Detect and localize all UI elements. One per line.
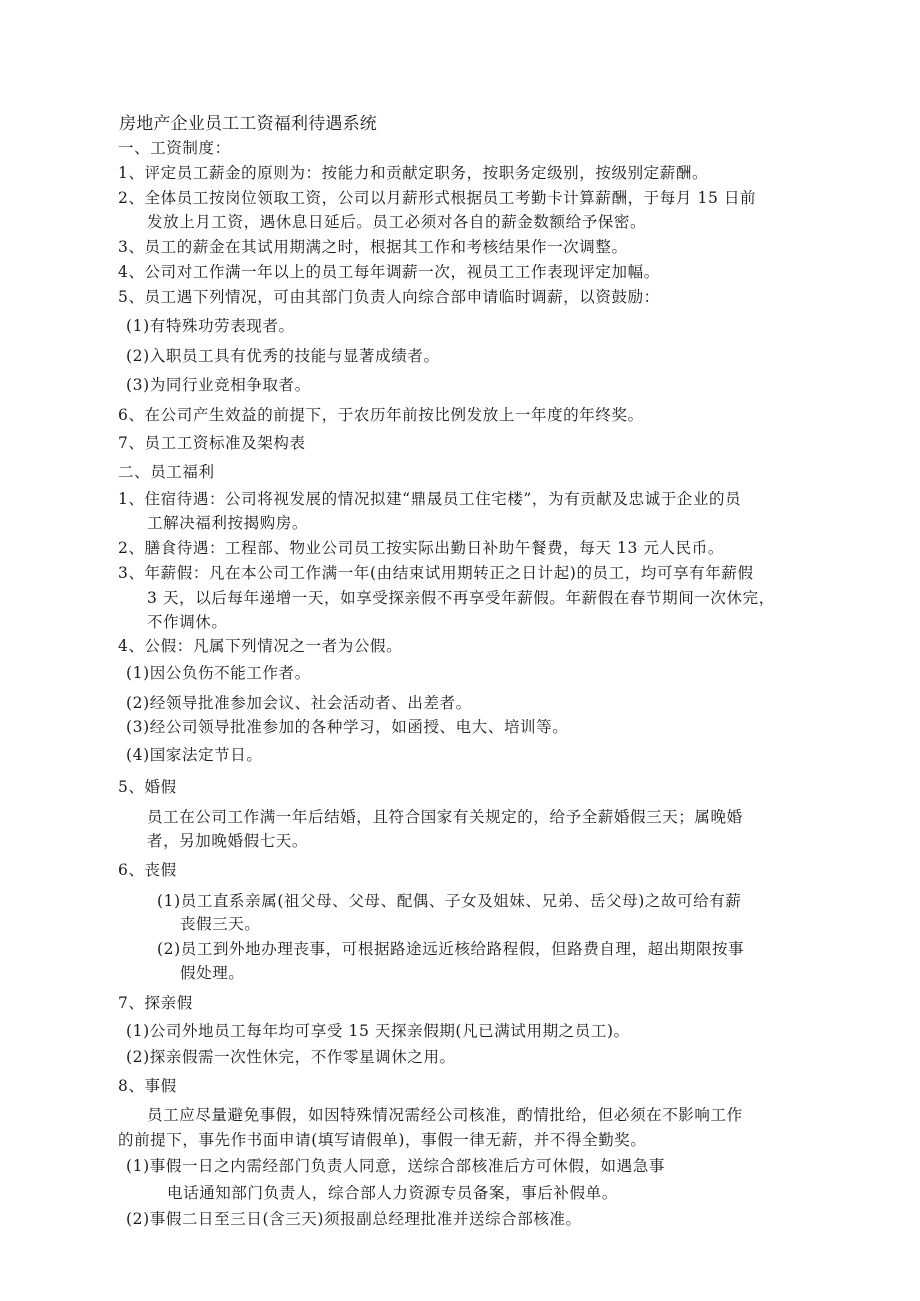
paragraph-line: 的前提下，事先作书面申请(填写请假单)，事假一律无薪，并不得全勤奖。 — [118, 1131, 647, 1149]
list-item: (3)经公司领导批准参加的各种学习，如函授、电大、培训等。 — [126, 718, 569, 736]
section-heading-benefits: 二、员工福利 — [118, 463, 215, 481]
list-item: (1)因公负伤不能工作者。 — [126, 664, 311, 682]
subsection-heading: 5、婚假 — [118, 778, 177, 796]
paragraph-line: 3 天，以后每年递增一天，如享受探亲假不再享受年薪假。年薪假在春节期间一次休完， — [147, 589, 775, 607]
list-item: (2)探亲假需一次性休完，不作零星调休之用。 — [126, 1048, 456, 1066]
list-item: (2)员工到外地办理丧事，可根据路途远近核给路程假，但路费自理，超出期限按事 — [157, 940, 745, 958]
list-item-continuation: 丧假三天。 — [180, 915, 261, 933]
paragraph-line: 者，另加晚婚假七天。 — [147, 832, 309, 850]
list-item: (4)国家法定节日。 — [126, 746, 263, 764]
paragraph-line: 5、员工遇下列情况，可由其部门负责人向综合部申请临时调薪，以资鼓励： — [118, 288, 660, 306]
list-item: (1)员工直系亲属(祖父母、父母、配偶、子女及姐妹、兄弟、岳父母)之故可给有薪 — [157, 892, 742, 910]
paragraph-line: 1、住宿待遇：公司将视发展的情况拟建“鼎晟员工住宅楼”，为有贡献及忠诚于企业的员 — [118, 490, 742, 508]
document-title: 房地产企业员工工资福利待遇系统 — [119, 114, 377, 134]
list-item: (1)有特殊功劳表现者。 — [126, 317, 295, 335]
list-item-continuation: 假处理。 — [180, 964, 245, 982]
list-item: (3)为同行业竞相争取者。 — [126, 376, 311, 394]
list-item: (2)经领导批准参加会议、社会活动者、出差者。 — [126, 694, 472, 712]
paragraph-line: 2、全体员工按岗位领取工资，公司以月薪形式根据员工考勤卡计算薪酬，于每月 15 日前 — [118, 189, 757, 207]
list-item: (1)公司外地员工每年均可享受 15 天探亲假期(凡已满试用期之员工)。 — [126, 1022, 630, 1040]
paragraph-line: 3、员工的薪金在其试用期满之时，根据其工作和考核结果作一次调整。 — [118, 238, 628, 256]
section-heading-wages: 一、工资制度： — [118, 139, 231, 157]
paragraph-line: 4、公司对工作满一年以上的员工每年调薪一次，视员工工作表现评定加幅。 — [118, 263, 660, 281]
paragraph-line: 工解决福利按揭购房。 — [147, 514, 309, 532]
subsection-heading: 8、事假 — [118, 1077, 177, 1095]
list-item: (1)事假一日之内需经部门负责人同意，送综合部核准后方可休假，如遇急事 — [126, 1157, 665, 1175]
paragraph-line: 7、员工工资标准及架构表 — [118, 434, 306, 452]
paragraph-line: 员工应尽量避免事假，如因特殊情况需经公司核准，酌情批给，但必须在不影响工作 — [147, 1106, 743, 1124]
paragraph-line: 4、公假：凡属下列情况之一者为公假。 — [118, 637, 403, 655]
list-item: (2)事假二日至三日(含三天)须报副总经理批准并送综合部核准。 — [126, 1210, 582, 1228]
paragraph-line: 员工在公司工作满一年后结婚，且符合国家有关规定的，给予全薪婚假三天；属晚婚 — [147, 808, 743, 826]
paragraph-line: 发放上月工资，遇休息日延后。员工必须对各自的薪金数额给予保密。 — [147, 213, 647, 231]
paragraph-line: 2、膳食待遇：工程部、物业公司员工按实际出勤日补助午餐费，每天 13 元人民币。 — [118, 539, 724, 557]
subsection-heading: 6、丧假 — [118, 861, 177, 879]
paragraph-line: 不作调休。 — [147, 613, 228, 631]
list-item: (2)入职员工具有优秀的技能与显著成绩者。 — [126, 347, 440, 365]
list-item-continuation: 电话通知部门负责人，综合部人力资源专员备案，事后补假单。 — [167, 1184, 618, 1202]
subsection-heading: 7、探亲假 — [118, 994, 193, 1012]
paragraph-line: 1、评定员工薪金的原则为：按能力和贡献定职务，按职务定级别，按级别定薪酬。 — [118, 164, 709, 182]
paragraph-line: 6、在公司产生效益的前提下，于农历年前按比例发放上一年度的年终奖。 — [118, 406, 644, 424]
paragraph-line: 3、年薪假：凡在本公司工作满一年(由结束试用期转正之日计起)的员工，均可享有年薪假 — [118, 564, 754, 582]
